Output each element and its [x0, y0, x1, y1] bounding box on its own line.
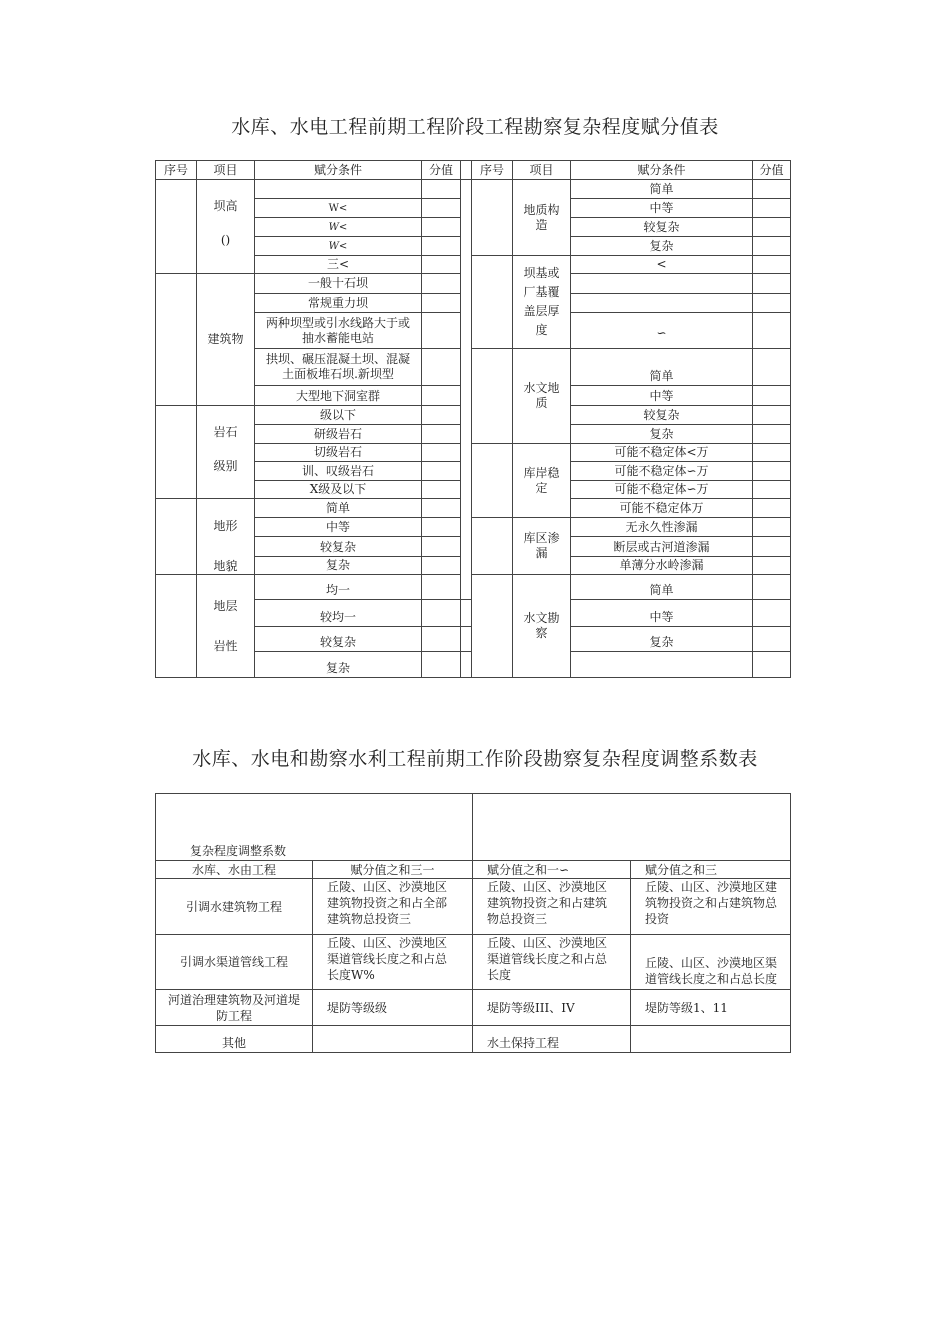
cell-line: 渠道管线长度之和占总 [487, 952, 608, 966]
cell-line: 丘陵、山区、沙漠地区 [327, 880, 448, 894]
cond-cell: 较复杂 [255, 627, 422, 652]
cond-cell: 复杂 [571, 237, 753, 256]
item-bank-label1: 库岸稳 [523, 465, 560, 480]
score-cell [422, 386, 461, 406]
cond-cell: 复杂 [255, 652, 422, 678]
left-seq-cell [155, 180, 197, 274]
score-cell [422, 349, 461, 386]
item-terrain [197, 499, 255, 575]
cond-cell: 可能不稳定体<万 [571, 444, 753, 462]
score-cell [422, 481, 461, 499]
header-right-score: 分值 [753, 160, 791, 180]
table2-cell [313, 935, 473, 990]
cell-line: 丘陵、山区、沙漠地区 [487, 880, 608, 894]
cond-cell [255, 180, 422, 199]
score-cell [753, 349, 791, 386]
item-rock-label2: 级别 [213, 459, 238, 473]
score-cell [422, 462, 461, 481]
cond-line: 土面板堆石坝.新坝型 [282, 367, 394, 381]
item-dam-height [197, 180, 255, 274]
left-seq-cell [155, 406, 197, 499]
table2-cell [631, 1026, 791, 1053]
table2-top-right [473, 793, 791, 861]
table-gap [461, 600, 472, 627]
cond-cell: 中等 [571, 199, 753, 218]
item-overburden-label2: 厂基覆 [523, 285, 560, 299]
cond-cell: 简单 [571, 575, 753, 600]
score-cell [422, 256, 461, 274]
score-cell [422, 406, 461, 425]
item-hydrogeo-label1: 水文地 [523, 381, 560, 395]
cond-cell: 较复杂 [571, 406, 753, 425]
item-geo-structure [513, 180, 571, 256]
cond-cell: 简单 [255, 499, 422, 518]
item-hydrogeo [513, 349, 571, 444]
item-overburden-label3: 盖层厚 [523, 304, 560, 318]
score-cell [753, 600, 791, 627]
cond-cell: 较均一 [255, 600, 422, 627]
cond-cell: 中等 [255, 518, 422, 537]
score-cell [753, 294, 791, 313]
table2-cell: 堤防等级1、11 [631, 990, 791, 1026]
cell-line: 丘陵、山区、沙漠地区 [487, 936, 608, 950]
table2-cell [473, 935, 631, 990]
cell-line: 建筑物投资之和占建筑 [487, 896, 608, 910]
cond-cell: 一般十石坝 [255, 274, 422, 294]
header-right-item: 项目 [513, 160, 571, 180]
item-leakage-label1: 库区渗 [523, 531, 560, 545]
table2-cell [313, 1026, 473, 1053]
table2-title: 水库、水电和勘察水利工程前期工作阶段勘察复杂程度调整系数表 [192, 748, 758, 770]
score-cell [753, 444, 791, 462]
table1-title: 水库、水电工程前期工程阶段工程勘察复杂程度赋分值表 [231, 116, 719, 138]
cond-cell: 中等 [571, 600, 753, 627]
score-cell [753, 627, 791, 652]
score-cell [422, 557, 461, 575]
item-terrain-label1: 地形 [213, 519, 238, 533]
cond-cell: 复杂 [571, 425, 753, 444]
score-cell [422, 199, 461, 218]
cell-line: 建筑物投资之和占全部 [327, 896, 448, 910]
score-cell [422, 180, 461, 199]
score-cell [422, 237, 461, 256]
cond-cell: W< [255, 218, 422, 237]
score-cell [753, 499, 791, 518]
score-cell [422, 575, 461, 600]
item-strata-label1: 地层 [213, 599, 238, 613]
item-structure: 建筑物 [197, 274, 255, 406]
cond-cell [571, 274, 753, 294]
table2-cell [631, 935, 791, 990]
table2-col1-header: 赋分值之和三一 [313, 861, 473, 879]
cell-line: 物总投资三 [487, 912, 548, 926]
right-seq-cell [472, 256, 513, 349]
score-cell [753, 462, 791, 481]
score-cell [422, 518, 461, 537]
item-overburden [513, 256, 571, 349]
table2-cell [631, 879, 791, 935]
score-cell [422, 274, 461, 294]
table2-corner: 复杂程度调整系数 [155, 793, 473, 861]
score-cell [753, 199, 791, 218]
table2-row-header: 水库、水由工程 [155, 861, 313, 879]
cond-line: 抽水蓄能电站 [301, 330, 374, 345]
cond-cell: ∽ [571, 313, 753, 349]
item-leakage-label2: 漏 [535, 546, 548, 560]
cond-cell: 中等 [571, 386, 753, 406]
right-seq-cell [472, 575, 513, 678]
cell-line: 投资 [645, 912, 670, 926]
table2-cell: 堤防等级级 [313, 990, 473, 1026]
cond-cell: 训、叹级岩石 [255, 462, 422, 481]
table2-row-label: 其他 [155, 1026, 313, 1053]
score-cell [753, 218, 791, 237]
left-seq-cell [155, 274, 197, 406]
cell-line: 建筑物总投资三 [327, 912, 412, 926]
score-cell [422, 537, 461, 557]
item-overburden-label4: 度 [535, 323, 548, 337]
cond-cell: < [571, 256, 753, 274]
right-seq-cell [472, 349, 513, 444]
score-cell [422, 444, 461, 462]
header-left-item: 项目 [197, 160, 255, 180]
cond-cell: 较复杂 [571, 218, 753, 237]
left-seq-cell [155, 575, 197, 678]
score-cell [422, 218, 461, 237]
cond-cell: 单薄分水岭渗漏 [571, 557, 753, 575]
item-hydro-survey [513, 575, 571, 678]
cond-cell [255, 349, 422, 386]
table2-col2-header: 赋分值之和一∽ [473, 861, 631, 879]
score-cell [753, 481, 791, 499]
header-left-cond: 赋分条件 [255, 160, 422, 180]
cond-cell: 均一 [255, 575, 422, 600]
table-gap [461, 180, 472, 600]
cond-cell: 复杂 [571, 627, 753, 652]
cell-line: 长度 [487, 968, 512, 982]
row-label-line: 河道治理建筑物及河道堤 [167, 992, 300, 1007]
cond-cell: 级以下 [255, 406, 422, 425]
score-cell [422, 313, 461, 349]
table2-cell [473, 879, 631, 935]
cond-cell: 较复杂 [255, 537, 422, 557]
cond-cell: 复杂 [255, 557, 422, 575]
cond-cell [571, 294, 753, 313]
header-left-seq: 序号 [155, 160, 197, 180]
score-cell [753, 575, 791, 600]
table2-row-label: 引调水建筑物工程 [155, 879, 313, 935]
cell-line: 长度W% [327, 968, 375, 982]
score-cell [422, 627, 461, 652]
cond-cell: 简单 [571, 349, 753, 386]
cond-cell: 切级岩石 [255, 444, 422, 462]
cond-cell: 断层或古河道渗漏 [571, 537, 753, 557]
cond-cell: W< [255, 199, 422, 218]
cond-cell: 可能不稳定体∽万 [571, 481, 753, 499]
item-bank [513, 444, 571, 518]
score-cell [753, 386, 791, 406]
score-cell [422, 425, 461, 444]
table-gap [461, 627, 472, 652]
cell-line: 丘陵、山区、沙漠地区渠 [645, 956, 778, 970]
score-cell [753, 406, 791, 425]
score-cell [753, 313, 791, 349]
item-strata-label2: 岩性 [213, 639, 238, 653]
cond-cell: 可能不稳定体万 [571, 499, 753, 518]
cond-cell [571, 652, 753, 678]
cell-line: 道管线长度之和占总长度 [645, 972, 778, 986]
item-overburden-label1: 坝基或 [523, 266, 560, 280]
score-cell [753, 256, 791, 274]
item-leakage [513, 518, 571, 575]
cond-cell: 简单 [571, 180, 753, 199]
cond-cell: 可能不稳定体∽万 [571, 462, 753, 481]
item-terrain-label2: 地貌 [213, 559, 238, 573]
table2-col3-header: 赋分值之和三 [631, 861, 791, 879]
score-cell [753, 237, 791, 256]
table2-cell [313, 879, 473, 935]
score-cell [422, 499, 461, 518]
cond-cell: 研级岩石 [255, 425, 422, 444]
score-cell [753, 180, 791, 199]
right-seq-cell [472, 444, 513, 518]
header-left-score: 分值 [422, 160, 461, 180]
score-cell [753, 274, 791, 294]
item-hydrogeo-label2: 质 [535, 396, 548, 410]
score-cell [422, 294, 461, 313]
score-cell [753, 537, 791, 557]
cell-line: 渠道管线长度之和占总 [327, 952, 448, 966]
cell-line: 筑物投资之和占建筑物总 [645, 896, 778, 910]
score-cell [422, 652, 461, 678]
score-cell [753, 652, 791, 678]
item-hydro-survey-label2: 察 [535, 626, 548, 640]
table2-row-label: 引调水渠道管线工程 [155, 935, 313, 990]
item-dam-height-unit: () [220, 233, 231, 247]
cond-line: 拱坝、碾压混凝土坝、混凝 [265, 352, 410, 366]
cond-cell: X级及以下 [255, 481, 422, 499]
header-right-cond: 赋分条件 [571, 160, 753, 180]
table2-cell: 堤防等级III、IV [473, 990, 631, 1026]
item-bank-label2: 定 [535, 480, 548, 495]
right-seq-cell [472, 518, 513, 575]
left-seq-cell [155, 499, 197, 575]
table-gap [461, 160, 472, 180]
item-geo-structure-label2: 造 [535, 217, 548, 232]
table2-row-label [155, 990, 313, 1026]
item-strata [197, 575, 255, 678]
header-right-seq: 序号 [472, 160, 513, 180]
cell-line: 丘陵、山区、沙漠地区建 [645, 880, 778, 894]
cond-cell: 无永久性渗漏 [571, 518, 753, 537]
item-dam-height-label: 坝高 [213, 199, 238, 213]
cond-line: 两种坝型或引水线路大于或 [265, 315, 410, 330]
cond-cell: 常规重力坝 [255, 294, 422, 313]
cond-cell: W< [255, 237, 422, 256]
cond-cell: 大型地下洞室群 [255, 386, 422, 406]
score-cell [753, 518, 791, 537]
item-rock [197, 406, 255, 499]
cell-line: 丘陵、山区、沙漠地区 [327, 936, 448, 950]
score-cell [422, 600, 461, 627]
cond-cell: 三< [255, 256, 422, 274]
item-rock-label1: 岩石 [213, 425, 238, 439]
item-geo-structure-label1: 地质构 [523, 202, 560, 217]
table-gap [461, 652, 472, 678]
score-cell [753, 557, 791, 575]
score-cell [753, 425, 791, 444]
item-hydro-survey-label1: 水文勘 [523, 611, 560, 625]
cond-cell [255, 313, 422, 349]
right-seq-cell [472, 180, 513, 256]
row-label-line: 防工程 [215, 1008, 252, 1023]
table2-cell: 水土保持工程 [473, 1026, 631, 1053]
